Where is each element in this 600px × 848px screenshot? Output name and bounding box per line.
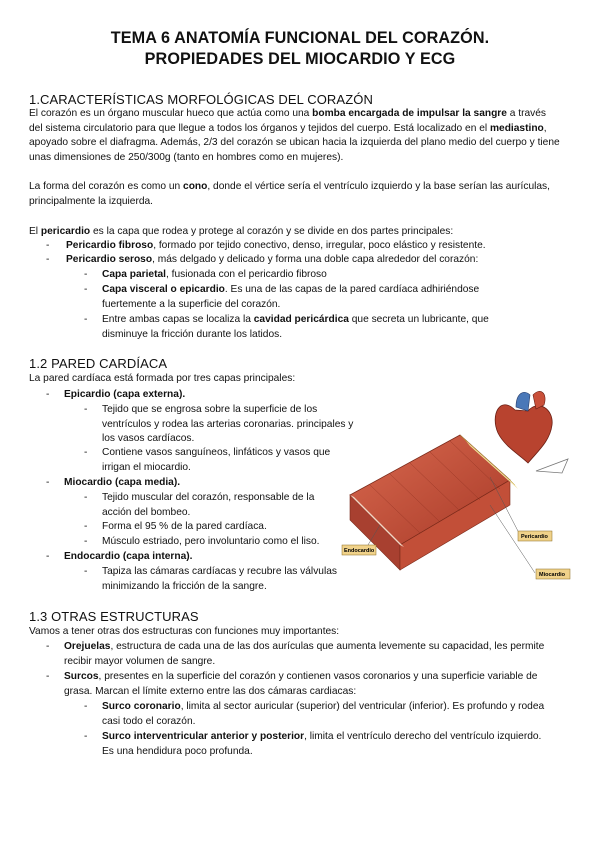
cavidad-item: Entre ambas capas se localiza la cavidad pericárdica que secreta un lubricante, que disminuye la fricción durante los latidos. [102, 314, 489, 340]
bullet-dash: - [46, 551, 50, 562]
heart-icon [495, 391, 552, 463]
bullet-dash: - [84, 269, 88, 280]
bullet-dash: - [84, 521, 88, 532]
s1-paragraph-3: El pericardio es la capa que rodea y protege al corazón y se divide en dos partes principales: [29, 226, 454, 237]
endocardio-item: Endocardio (capa interna). [64, 551, 193, 562]
pericardio-fibroso-item: Pericardio fibroso, formado por tejido conectivo, denso, irregular, poco elástico y resistente. [66, 240, 486, 251]
surco-interventricular-item: Surco interventricular anterior y posterior, limita el ventrículo derecho del ventrículo izquierdo. Es una hendidura poco profunda. [102, 731, 542, 757]
capa-visceral-item: Capa visceral o epicardio. Es una de las capas de la pared cardíaca adhiriéndose fuertemente a la superficie del corazón. [102, 284, 480, 310]
bullet-dash: - [46, 671, 50, 682]
bullet-dash: - [46, 641, 50, 652]
document-title [40, 28, 560, 70]
bullet-dash: - [46, 389, 50, 400]
bullet-dash: - [84, 731, 88, 742]
pericardio-label: Pericardio [521, 534, 548, 540]
pericardio-seroso-item: Pericardio seroso, más delgado y delicado y forma una doble capa alrededor del corazón: [66, 254, 479, 265]
section-1-heading: 1.CARACTERÍSTICAS MORFOLÓGICAS DEL CORAZÓN [29, 92, 373, 107]
epicardio-detail-1: Tejido que se engrosa sobre la superficie de los ventrículos y rodea las arterias coronarias. principales y los vasos cardíacos. [102, 404, 354, 444]
bullet-dash: - [84, 447, 88, 458]
surcos-item: Surcos, presentes en la superficie del corazón y contienen vasos coronarios y una superficie variable de grasa. Marcan el límite externo entre las dos cámaras cardiacas: [64, 671, 538, 697]
endocardio-label: Endocardio [344, 548, 375, 554]
s1-paragraph-1: El corazón es un órgano muscular hueco que actúa como una bomba encargada de impulsar la sangre a través del sistema circulatorio para que llegue a todos los órganos y tejidos del cuerpo. Está localizado en el mediastino, apoyado sobre el diafragma. Además, 2/3 del corazón se ubican hacia la izquierda del plano medio del cuerpo y tiene unas dimensiones de 250/300g (tanto en hombres como en mujeres). [29, 108, 560, 163]
bullet-dash: - [84, 536, 88, 547]
section-2-heading: 1.2 PARED CARDÍACA [29, 356, 168, 371]
title-line-2: PROPIEDADES DEL MIOCARDIO Y ECG [144, 50, 456, 68]
miocardio-detail-3: Músculo estriado, pero involuntario como el liso. [102, 536, 320, 547]
epicardio-detail-2: Contiene vasos sanguíneos, linfáticos y vasos que irrigan el miocardio. [102, 447, 331, 473]
epicardio-item: Epicardio (capa externa). [64, 389, 186, 400]
callout-arrow [536, 459, 568, 473]
bullet-dash: - [84, 404, 88, 415]
s2-intro: La pared cardíaca está formada por tres capas principales: [29, 373, 296, 384]
endocardio-detail-1: Tapiza las cámaras cardíacas y recubre las válvulas minimizando la fricción de la sangre. [102, 566, 337, 592]
surco-coronario-item: Surco coronario, limita al sector auricular (superior) del ventricular (inferior). Es profundo y rodea casi todo el corazón. [102, 701, 545, 727]
bullet-dash: - [46, 240, 50, 251]
orejuelas-item: Orejuelas, estructura de cada una de las dos aurículas que aumenta levemente su capacidad, les permite recibir mayor volumen de sangre. [64, 641, 545, 667]
bullet-dash: - [46, 254, 50, 265]
bullet-dash: - [84, 314, 88, 325]
s3-intro: Vamos a tener otras dos estructuras con funciones muy importantes: [29, 626, 340, 637]
bullet-dash: - [84, 492, 88, 503]
miocardio-item: Miocardio (capa media). [64, 477, 181, 488]
capa-parietal-item: Capa parietal, fusionada con el pericardio fibroso [102, 269, 327, 280]
title-line-1: TEMA 6 ANATOMÍA FUNCIONAL DEL CORAZÓN. [110, 29, 490, 47]
bullet-dash: - [46, 477, 50, 488]
miocardio-detail-1: Tejido muscular del corazón, responsable de la acción del bombeo. [102, 492, 315, 518]
bullet-dash: - [84, 284, 88, 295]
bullet-dash: - [84, 566, 88, 577]
section-3-heading: 1.3 OTRAS ESTRUCTURAS [29, 609, 199, 624]
bullet-dash: - [84, 701, 88, 712]
miocardio-label: Miocardio [539, 572, 565, 578]
heart-wall-illustration [340, 385, 580, 585]
miocardio-detail-2: Forma el 95 % de la pared cardíaca. [102, 521, 267, 532]
s1-paragraph-2: La forma del corazón es como un cono, donde el vértice sería el ventrículo izquierdo y la base serían las aurículas, principalmente la izquierda. [29, 181, 550, 207]
